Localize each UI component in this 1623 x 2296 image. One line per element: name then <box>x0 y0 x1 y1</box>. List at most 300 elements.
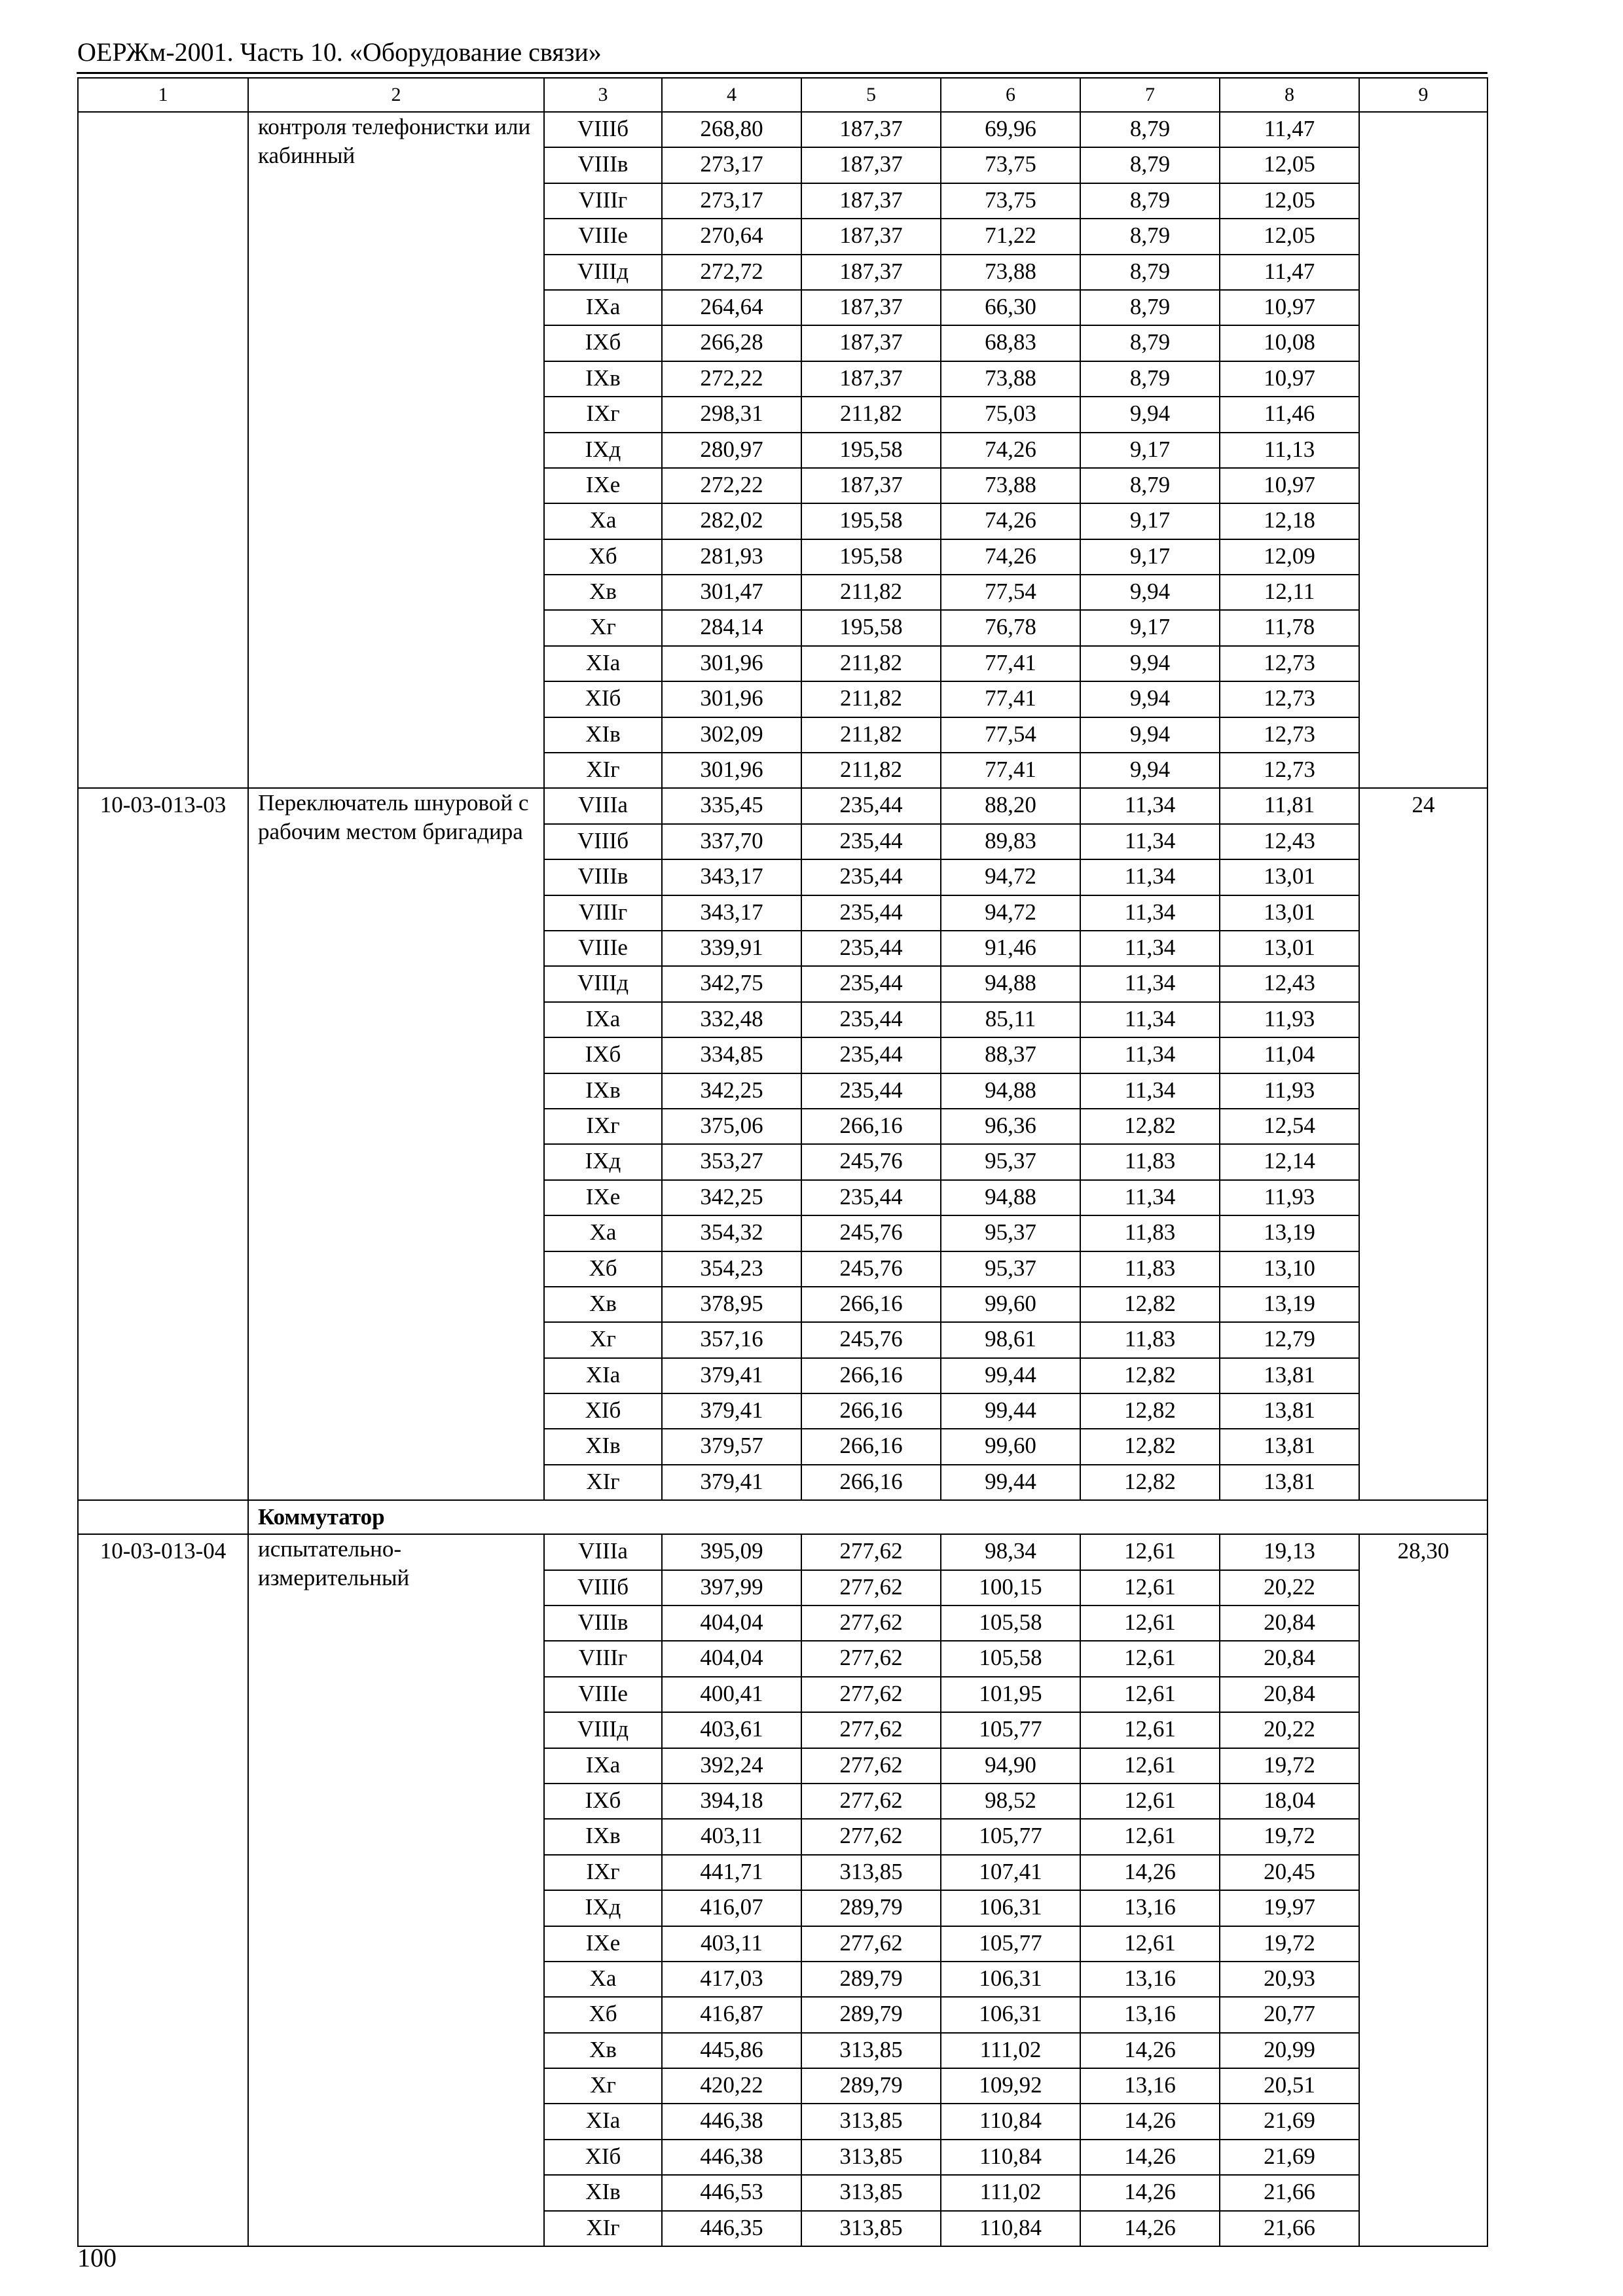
value-cell: 77,54 <box>941 717 1080 753</box>
value-cell: 289,79 <box>801 1962 941 1997</box>
value-cell: 446,53 <box>662 2175 801 2210</box>
value-cell: 9,94 <box>1080 397 1220 432</box>
value-cell: 277,62 <box>801 1926 941 1962</box>
value-cell: 105,77 <box>941 1712 1080 1748</box>
value-cell: 13,01 <box>1220 931 1359 966</box>
item-note: 24 <box>1359 788 1487 1500</box>
value-cell: 69,96 <box>941 112 1080 147</box>
value-cell: 277,62 <box>801 1605 941 1641</box>
region-zone-cell: VIIIб <box>544 824 662 859</box>
value-cell: 99,60 <box>941 1287 1080 1322</box>
value-cell: 11,04 <box>1220 1037 1359 1073</box>
value-cell: 12,61 <box>1080 1748 1220 1784</box>
item-name: испытательно-измерительный <box>248 1534 544 2246</box>
value-cell: 99,44 <box>941 1393 1080 1429</box>
value-cell: 13,19 <box>1220 1287 1359 1322</box>
region-zone-cell: IXв <box>544 1073 662 1109</box>
value-cell: 298,31 <box>662 397 801 432</box>
value-cell: 12,79 <box>1220 1322 1359 1357</box>
value-cell: 416,07 <box>662 1890 801 1926</box>
value-cell: 277,62 <box>801 1819 941 1854</box>
value-cell: 12,14 <box>1220 1144 1359 1179</box>
value-cell: 105,77 <box>941 1819 1080 1854</box>
value-cell: 266,16 <box>801 1465 941 1500</box>
value-cell: 8,79 <box>1080 219 1220 254</box>
region-zone-cell: VIIIд <box>544 255 662 290</box>
value-cell: 11,81 <box>1220 788 1359 823</box>
value-cell: 75,03 <box>941 397 1080 432</box>
column-number: 8 <box>1220 78 1359 112</box>
value-cell: 343,17 <box>662 895 801 931</box>
region-zone-cell: Xа <box>544 1962 662 1997</box>
value-cell: 211,82 <box>801 397 941 432</box>
value-cell: 187,37 <box>801 255 941 290</box>
value-cell: 266,28 <box>662 325 801 361</box>
column-number: 9 <box>1359 78 1487 112</box>
region-zone-cell: IXа <box>544 1002 662 1037</box>
value-cell: 416,87 <box>662 1997 801 2032</box>
value-cell: 68,83 <box>941 325 1080 361</box>
value-cell: 13,81 <box>1220 1358 1359 1393</box>
value-cell: 14,26 <box>1080 2033 1220 2068</box>
value-cell: 445,86 <box>662 2033 801 2068</box>
value-cell: 85,11 <box>941 1002 1080 1037</box>
value-cell: 195,58 <box>801 610 941 645</box>
value-cell: 392,24 <box>662 1748 801 1784</box>
value-cell: 12,61 <box>1080 1605 1220 1641</box>
value-cell: 282,02 <box>662 503 801 539</box>
value-cell: 404,04 <box>662 1605 801 1641</box>
item-code <box>78 112 248 788</box>
region-zone-cell: IXе <box>544 468 662 503</box>
value-cell: 354,23 <box>662 1251 801 1287</box>
region-zone-cell: XIг <box>544 2211 662 2246</box>
value-cell: 12,43 <box>1220 824 1359 859</box>
value-cell: 99,60 <box>941 1429 1080 1464</box>
value-cell: 12,61 <box>1080 1641 1220 1676</box>
page-header-title: ОЕРЖм-2001. Часть 10. «Оборудование связи» <box>77 37 602 67</box>
region-zone-cell: IXд <box>544 433 662 468</box>
value-cell: 14,26 <box>1080 2175 1220 2210</box>
value-cell: 266,16 <box>801 1287 941 1322</box>
value-cell: 404,04 <box>662 1641 801 1676</box>
value-cell: 277,62 <box>801 1748 941 1784</box>
value-cell: 397,99 <box>662 1570 801 1605</box>
value-cell: 73,75 <box>941 183 1080 219</box>
column-number: 4 <box>662 78 801 112</box>
value-cell: 339,91 <box>662 931 801 966</box>
value-cell: 8,79 <box>1080 325 1220 361</box>
value-cell: 77,54 <box>941 575 1080 610</box>
region-zone-cell: Xв <box>544 2033 662 2068</box>
region-zone-cell: Xг <box>544 610 662 645</box>
value-cell: 211,82 <box>801 646 941 681</box>
value-cell: 270,64 <box>662 219 801 254</box>
value-cell: 96,36 <box>941 1109 1080 1144</box>
value-cell: 94,88 <box>941 1073 1080 1109</box>
region-zone-cell: IXб <box>544 1784 662 1819</box>
value-cell: 12,18 <box>1220 503 1359 539</box>
value-cell: 105,77 <box>941 1926 1080 1962</box>
value-cell: 19,13 <box>1220 1534 1359 1570</box>
value-cell: 394,18 <box>662 1784 801 1819</box>
value-cell: 284,14 <box>662 610 801 645</box>
value-cell: 235,44 <box>801 966 941 1001</box>
value-cell: 111,02 <box>941 2033 1080 2068</box>
value-cell: 14,26 <box>1080 1855 1220 1890</box>
value-cell: 14,26 <box>1080 2104 1220 2139</box>
value-cell: 12,61 <box>1080 1534 1220 1570</box>
value-cell: 277,62 <box>801 1784 941 1819</box>
value-cell: 302,09 <box>662 717 801 753</box>
value-cell: 88,37 <box>941 1037 1080 1073</box>
value-cell: 94,72 <box>941 859 1080 895</box>
value-cell: 11,34 <box>1080 1180 1220 1215</box>
value-cell: 9,17 <box>1080 503 1220 539</box>
value-cell: 73,88 <box>941 468 1080 503</box>
item-code: 10-03-013-04 <box>78 1534 248 2246</box>
value-cell: 266,16 <box>801 1429 941 1464</box>
value-cell: 12,82 <box>1080 1465 1220 1500</box>
value-cell: 95,37 <box>941 1251 1080 1287</box>
value-cell: 14,26 <box>1080 2211 1220 2246</box>
value-cell: 11,34 <box>1080 1037 1220 1073</box>
value-cell: 9,94 <box>1080 681 1220 717</box>
value-cell: 11,34 <box>1080 1073 1220 1109</box>
value-cell: 353,27 <box>662 1144 801 1179</box>
rates-table <box>77 77 1488 2247</box>
value-cell: 211,82 <box>801 717 941 753</box>
value-cell: 357,16 <box>662 1322 801 1357</box>
region-zone-cell: XIа <box>544 1358 662 1393</box>
value-cell: 266,16 <box>801 1358 941 1393</box>
value-cell: 20,22 <box>1220 1712 1359 1748</box>
value-cell: 235,44 <box>801 824 941 859</box>
section-heading: Коммутатор <box>258 1504 385 1530</box>
region-zone-cell: Xв <box>544 1287 662 1322</box>
value-cell: 395,09 <box>662 1534 801 1570</box>
value-cell: 101,95 <box>941 1677 1080 1712</box>
value-cell: 11,47 <box>1220 112 1359 147</box>
value-cell: 12,61 <box>1080 1926 1220 1962</box>
value-cell: 99,44 <box>941 1358 1080 1393</box>
region-zone-cell: IXа <box>544 290 662 325</box>
region-zone-cell: IXд <box>544 1144 662 1179</box>
value-cell: 12,61 <box>1080 1784 1220 1819</box>
region-zone-cell: IXе <box>544 1180 662 1215</box>
value-cell: 12,05 <box>1220 219 1359 254</box>
value-cell: 446,35 <box>662 2211 801 2246</box>
region-zone-cell: VIIIг <box>544 183 662 219</box>
value-cell: 11,34 <box>1080 895 1220 931</box>
value-cell: 313,85 <box>801 2033 941 2068</box>
value-cell: 11,93 <box>1220 1180 1359 1215</box>
value-cell: 19,97 <box>1220 1890 1359 1926</box>
item-name: контроля телефонистки или кабинный <box>248 112 544 788</box>
region-zone-cell: IXг <box>544 1855 662 1890</box>
region-zone-cell: XIв <box>544 717 662 753</box>
value-cell: 18,04 <box>1220 1784 1359 1819</box>
value-cell: 12,61 <box>1080 1677 1220 1712</box>
value-cell: 187,37 <box>801 290 941 325</box>
value-cell: 273,17 <box>662 183 801 219</box>
value-cell: 10,97 <box>1220 290 1359 325</box>
value-cell: 187,37 <box>801 325 941 361</box>
column-number: 5 <box>801 78 941 112</box>
value-cell: 74,26 <box>941 539 1080 575</box>
value-cell: 106,31 <box>941 1962 1080 1997</box>
table-row <box>78 112 1487 147</box>
value-cell: 281,93 <box>662 539 801 575</box>
value-cell: 91,46 <box>941 931 1080 966</box>
value-cell: 195,58 <box>801 433 941 468</box>
value-cell: 20,45 <box>1220 1855 1359 1890</box>
value-cell: 235,44 <box>801 859 941 895</box>
value-cell: 12,09 <box>1220 539 1359 575</box>
value-cell: 13,16 <box>1080 2068 1220 2104</box>
value-cell: 211,82 <box>801 753 941 788</box>
value-cell: 94,88 <box>941 1180 1080 1215</box>
value-cell: 73,75 <box>941 147 1080 183</box>
value-cell: 235,44 <box>801 1037 941 1073</box>
value-cell: 94,88 <box>941 966 1080 1001</box>
column-number: 3 <box>544 78 662 112</box>
value-cell: 21,66 <box>1220 2175 1359 2210</box>
value-cell: 301,47 <box>662 575 801 610</box>
value-cell: 313,85 <box>801 1855 941 1890</box>
value-cell: 245,76 <box>801 1215 941 1251</box>
value-cell: 77,41 <box>941 681 1080 717</box>
value-cell: 107,41 <box>941 1855 1080 1890</box>
value-cell: 8,79 <box>1080 290 1220 325</box>
value-cell: 110,84 <box>941 2140 1080 2175</box>
value-cell: 11,83 <box>1080 1251 1220 1287</box>
region-zone-cell: VIIIг <box>544 1641 662 1676</box>
region-zone-cell: IXг <box>544 397 662 432</box>
value-cell: 94,90 <box>941 1748 1080 1784</box>
value-cell: 13,01 <box>1220 895 1359 931</box>
value-cell: 12,73 <box>1220 753 1359 788</box>
region-zone-cell: VIIIд <box>544 1712 662 1748</box>
value-cell: 420,22 <box>662 2068 801 2104</box>
region-zone-cell: VIIIг <box>544 895 662 931</box>
value-cell: 334,85 <box>662 1037 801 1073</box>
value-cell: 20,77 <box>1220 1997 1359 2032</box>
value-cell: 11,47 <box>1220 255 1359 290</box>
region-zone-cell: Xа <box>544 1215 662 1251</box>
column-number: 2 <box>248 78 544 112</box>
value-cell: 378,95 <box>662 1287 801 1322</box>
value-cell: 20,84 <box>1220 1641 1359 1676</box>
value-cell: 11,34 <box>1080 859 1220 895</box>
value-cell: 106,31 <box>941 1997 1080 2032</box>
region-zone-cell: IXг <box>544 1109 662 1144</box>
value-cell: 95,37 <box>941 1144 1080 1179</box>
value-cell: 277,62 <box>801 1712 941 1748</box>
value-cell: 12,82 <box>1080 1287 1220 1322</box>
value-cell: 187,37 <box>801 183 941 219</box>
value-cell: 12,82 <box>1080 1358 1220 1393</box>
value-cell: 13,16 <box>1080 1962 1220 1997</box>
value-cell: 379,41 <box>662 1465 801 1500</box>
value-cell: 12,82 <box>1080 1393 1220 1429</box>
value-cell: 11,83 <box>1080 1144 1220 1179</box>
value-cell: 342,75 <box>662 966 801 1001</box>
value-cell: 73,88 <box>941 255 1080 290</box>
value-cell: 187,37 <box>801 112 941 147</box>
value-cell: 211,82 <box>801 575 941 610</box>
value-cell: 12,73 <box>1220 646 1359 681</box>
value-cell: 9,94 <box>1080 717 1220 753</box>
region-zone-cell: IXв <box>544 361 662 397</box>
value-cell: 77,41 <box>941 646 1080 681</box>
region-zone-cell: VIIIб <box>544 1570 662 1605</box>
value-cell: 12,73 <box>1220 681 1359 717</box>
region-zone-cell: Xг <box>544 2068 662 2104</box>
value-cell: 9,17 <box>1080 433 1220 468</box>
value-cell: 301,96 <box>662 646 801 681</box>
value-cell: 289,79 <box>801 1997 941 2032</box>
column-number: 1 <box>78 78 248 112</box>
value-cell: 98,61 <box>941 1322 1080 1357</box>
value-cell: 400,41 <box>662 1677 801 1712</box>
value-cell: 19,72 <box>1220 1748 1359 1784</box>
value-cell: 71,22 <box>941 219 1080 254</box>
header-rule <box>77 72 1487 74</box>
value-cell: 11,78 <box>1220 610 1359 645</box>
value-cell: 14,26 <box>1080 2140 1220 2175</box>
value-cell: 375,06 <box>662 1109 801 1144</box>
region-zone-cell: IXа <box>544 1748 662 1784</box>
value-cell: 280,97 <box>662 433 801 468</box>
region-zone-cell: IXд <box>544 1890 662 1926</box>
value-cell: 111,02 <box>941 2175 1080 2210</box>
value-cell: 187,37 <box>801 147 941 183</box>
value-cell: 21,66 <box>1220 2211 1359 2246</box>
value-cell: 187,37 <box>801 468 941 503</box>
region-zone-cell: XIа <box>544 2104 662 2139</box>
region-zone-cell: Xб <box>544 1997 662 2032</box>
value-cell: 20,84 <box>1220 1677 1359 1712</box>
region-zone-cell: Xв <box>544 575 662 610</box>
value-cell: 289,79 <box>801 2068 941 2104</box>
value-cell: 105,58 <box>941 1641 1080 1676</box>
value-cell: 66,30 <box>941 290 1080 325</box>
value-cell: 235,44 <box>801 788 941 823</box>
region-zone-cell: XIб <box>544 681 662 717</box>
region-zone-cell: XIв <box>544 1429 662 1464</box>
value-cell: 95,37 <box>941 1215 1080 1251</box>
region-zone-cell: VIIIа <box>544 1534 662 1570</box>
value-cell: 313,85 <box>801 2175 941 2210</box>
value-cell: 337,70 <box>662 824 801 859</box>
region-zone-cell: XIа <box>544 646 662 681</box>
region-zone-cell: XIг <box>544 753 662 788</box>
value-cell: 195,58 <box>801 539 941 575</box>
value-cell: 11,93 <box>1220 1073 1359 1109</box>
value-cell: 301,96 <box>662 753 801 788</box>
value-cell: 11,13 <box>1220 433 1359 468</box>
value-cell: 313,85 <box>801 2211 941 2246</box>
value-cell: 74,26 <box>941 503 1080 539</box>
region-zone-cell: Xг <box>544 1322 662 1357</box>
value-cell: 110,84 <box>941 2211 1080 2246</box>
region-zone-cell: VIIIд <box>544 966 662 1001</box>
value-cell: 446,38 <box>662 2140 801 2175</box>
region-zone-cell: XIб <box>544 2140 662 2175</box>
item-note: 28,30 <box>1359 1534 1487 2246</box>
value-cell: 11,93 <box>1220 1002 1359 1037</box>
value-cell: 446,38 <box>662 2104 801 2139</box>
value-cell: 98,34 <box>941 1534 1080 1570</box>
region-zone-cell: Xа <box>544 503 662 539</box>
value-cell: 12,73 <box>1220 717 1359 753</box>
region-zone-cell: VIIIа <box>544 788 662 823</box>
value-cell: 11,34 <box>1080 931 1220 966</box>
value-cell: 335,45 <box>662 788 801 823</box>
region-zone-cell: VIIIе <box>544 931 662 966</box>
value-cell: 187,37 <box>801 361 941 397</box>
value-cell: 11,34 <box>1080 1002 1220 1037</box>
value-cell: 109,92 <box>941 2068 1080 2104</box>
region-zone-cell: XIв <box>544 2175 662 2210</box>
value-cell: 20,93 <box>1220 1962 1359 1997</box>
value-cell: 10,08 <box>1220 325 1359 361</box>
table-row <box>78 1534 1487 1570</box>
value-cell: 268,80 <box>662 112 801 147</box>
value-cell: 98,52 <box>941 1784 1080 1819</box>
value-cell: 74,26 <box>941 433 1080 468</box>
value-cell: 235,44 <box>801 895 941 931</box>
value-cell: 235,44 <box>801 1180 941 1215</box>
value-cell: 417,03 <box>662 1962 801 1997</box>
value-cell: 89,83 <box>941 824 1080 859</box>
region-zone-cell: Xб <box>544 1251 662 1287</box>
value-cell: 379,41 <box>662 1393 801 1429</box>
value-cell: 13,81 <box>1220 1465 1359 1500</box>
region-zone-cell: VIIIв <box>544 1605 662 1641</box>
value-cell: 10,97 <box>1220 361 1359 397</box>
value-cell: 100,15 <box>941 1570 1080 1605</box>
value-cell: 13,01 <box>1220 859 1359 895</box>
value-cell: 13,81 <box>1220 1429 1359 1464</box>
page-number: 100 <box>77 2243 117 2272</box>
value-cell: 379,41 <box>662 1358 801 1393</box>
value-cell: 21,69 <box>1220 2104 1359 2139</box>
value-cell: 88,20 <box>941 788 1080 823</box>
value-cell: 10,97 <box>1220 468 1359 503</box>
value-cell: 343,17 <box>662 859 801 895</box>
value-cell: 266,16 <box>801 1393 941 1429</box>
value-cell: 9,17 <box>1080 610 1220 645</box>
value-cell: 277,62 <box>801 1677 941 1712</box>
value-cell: 11,34 <box>1080 824 1220 859</box>
section-empty-cell <box>78 1500 248 1534</box>
column-number: 7 <box>1080 78 1220 112</box>
region-zone-cell: VIIIе <box>544 219 662 254</box>
item-name: Переключатель шнуровой с рабочим местом бригадира <box>248 788 544 1500</box>
region-zone-cell: IXв <box>544 1819 662 1854</box>
value-cell: 8,79 <box>1080 468 1220 503</box>
table-body <box>78 78 1487 2246</box>
value-cell: 354,32 <box>662 1215 801 1251</box>
section-heading-cell <box>248 1500 1487 1534</box>
value-cell: 8,79 <box>1080 112 1220 147</box>
value-cell: 105,58 <box>941 1605 1080 1641</box>
value-cell: 20,84 <box>1220 1605 1359 1641</box>
value-cell: 12,61 <box>1080 1570 1220 1605</box>
region-zone-cell: IXб <box>544 1037 662 1073</box>
